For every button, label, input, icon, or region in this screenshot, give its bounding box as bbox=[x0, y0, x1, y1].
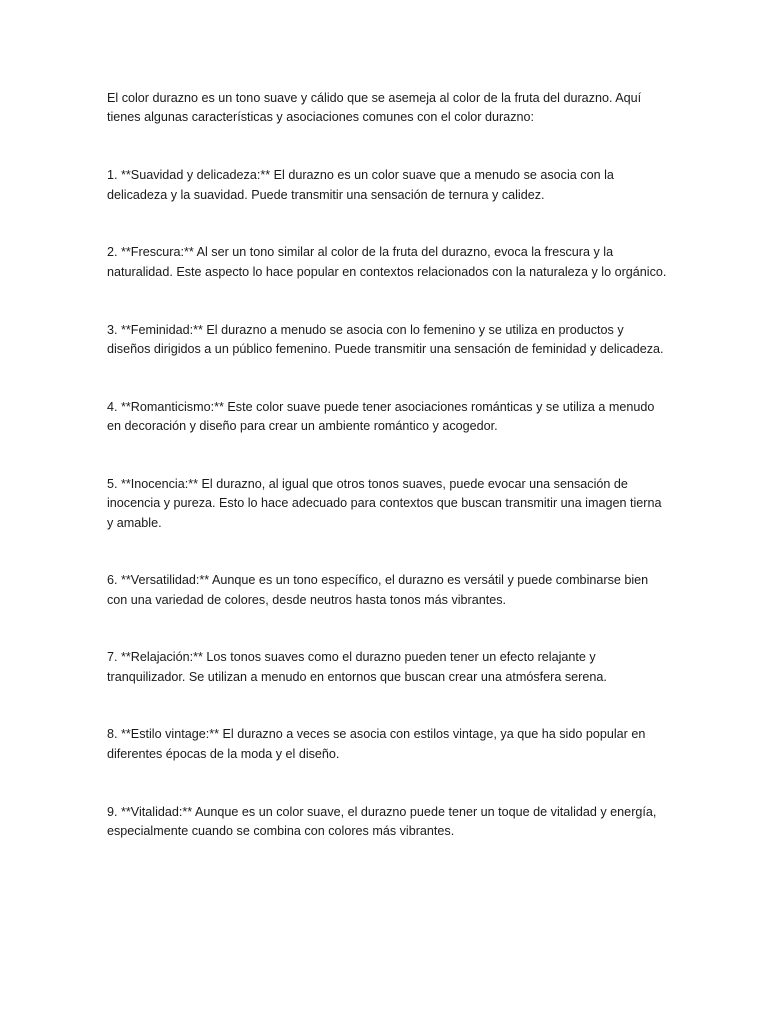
document-body bbox=[107, 89, 667, 841]
list-item-vitalidad: 9. **Vitalidad:** Aunque es un color suave, el durazno puede tener un toque de vitalidad y energía, especialmente cuando se combina con colores más vibrantes. bbox=[107, 804, 657, 838]
list-item-feminidad: 3. **Feminidad:** El durazno a menudo se asocia con lo femenino y se utiliza en productos y diseños dirigidos a un público femenino. Puede transmitir una sensación de feminidad y delicadeza. bbox=[107, 322, 664, 356]
list-item-versatilidad: 6. **Versatilidad:** Aunque es un tono específico, el durazno es versátil y puede combinarse bien con una variedad de colores, desde neutros hasta tonos más vibrantes. bbox=[107, 573, 649, 607]
intro-paragraph: El color durazno es un tono suave y cálido que se asemeja al color de la fruta del durazno. Aquí tienes algunas características y asociaciones comunes con el color durazno: bbox=[107, 91, 642, 125]
list-item-suavidad: 1. **Suavidad y delicadeza:** El durazno es un color suave que a menudo se asocia con la delicadeza y la suavidad. Puede transmitir una sensación de ternura y calidez. bbox=[107, 168, 614, 202]
list-item-estilo-vintage: 8. **Estilo vintage:** El durazno a veces se asocia con estilos vintage, ya que ha sido popular en diferentes épocas de la moda y el diseño. bbox=[107, 727, 646, 761]
list-item-relajacion: 7. **Relajación:** Los tonos suaves como el durazno pueden tener un efecto relajante y tranquilizador. Se utilizan a menudo en entornos que buscan crear una atmósfera serena. bbox=[107, 650, 607, 684]
list-item-romanticismo: 4. **Romanticismo:** Este color suave puede tener asociaciones románticas y se utiliza a menudo en decoración y diseño para crear un ambiente romántico y acogedor. bbox=[107, 399, 655, 434]
list-item-inocencia: 5. **Inocencia:** El durazno, al igual que otros tonos suaves, puede evocar una sensación de inocencia y pureza. Esto lo hace adecuado para contextos que buscan transmitir una imagen tierna y amable. bbox=[107, 476, 662, 530]
list-item-frescura: 2. **Frescura:** Al ser un tono similar al color de la fruta del durazno, evoca la frescura y la naturalidad. Este aspecto lo hace popular en contextos relacionados con la naturaleza y lo orgánico. bbox=[107, 245, 667, 279]
